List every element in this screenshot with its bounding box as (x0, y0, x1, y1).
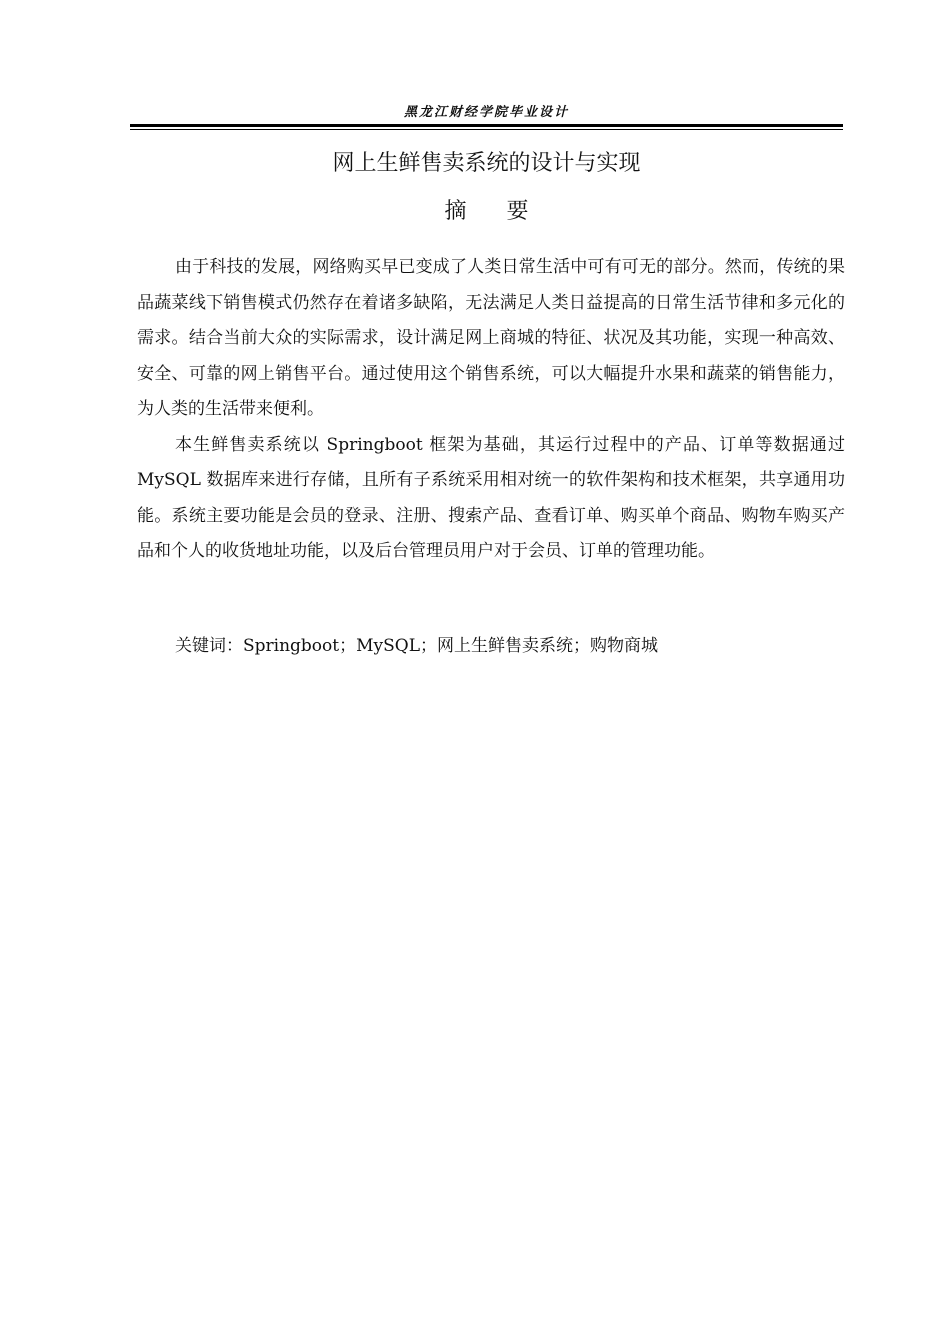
abstract-paragraph-1: 由于科技的发展，网络购买早已变成了人类日常生活中可有可无的部分。然而，传统的果品蔬菜线下销售模式仍然存在着诸多缺陷，无法满足人类日益提高的日常生活节律和多元化的需求。结合当前大众的实际需求，设计满足网上商城的特征、状况及其功能，实现一种高效、安全、可靠的网上销售平台。通过使用这个销售系统，可以大幅提升水果和蔬菜的销售能力，为人类的生活带来便利。 (137, 257, 845, 419)
abstract-body (137, 250, 845, 570)
keywords-line: 关键词：Springboot；MySQL；网上生鲜售卖系统；购物商城 (175, 636, 658, 656)
running-header: 黑龙江财经学院毕业设计 (403, 105, 569, 120)
header-rule-thick (130, 124, 843, 127)
abstract-paragraph-2: 本生鲜售卖系统以 Springboot 框架为基础，其运行过程中的产品、订单等数据通过 MySQL 数据库来进行存储，且所有子系统采用相对统一的软件架构和技术框架，共享通用功能。系统主要功能是会员的登录、注册、搜索产品、查看订单、购买单个商品、购物车购买产品和个人的收货地址功能，以及后台管理员用户对于会员、订单的管理功能。 (137, 434, 845, 561)
document-title: 网上生鲜售卖系统的设计与实现 (332, 151, 641, 176)
abstract-heading: 摘要 (444, 199, 569, 224)
header-rule-thin (130, 129, 843, 130)
